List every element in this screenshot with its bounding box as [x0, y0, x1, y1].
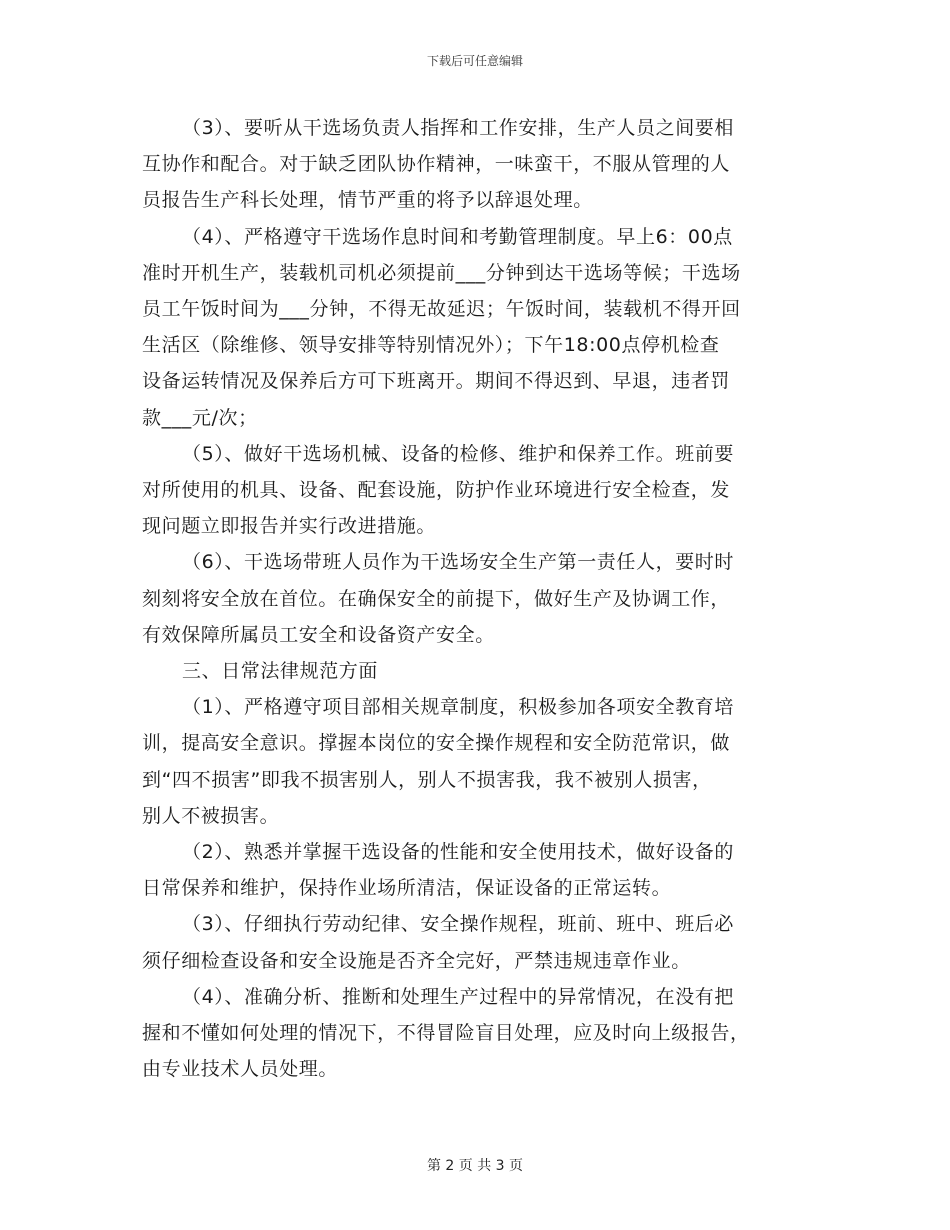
paragraph-line: 互协作和配合。对于缺乏团队协作精神，一味蛮干，不服从管理的人 [142, 153, 731, 176]
paragraph-line: （5）、做好干选场机械、设备的检修、维护和保养工作。班前要 [182, 442, 734, 465]
paragraph-line: 对所使用的机具、设备、配套设施，防护作业环境进行安全检查，发 [142, 479, 731, 502]
document-body [142, 110, 810, 1087]
page-header: 下载后可任意编辑 [426, 54, 523, 68]
paragraph-line: （4）、准确分析、推断和处理生产过程中的异常情况，在没有把 [182, 985, 734, 1008]
paragraph-line: （1）、严格遵守项目部相关规章制度，积极参加各项安全教育培 [182, 696, 734, 719]
section-heading: 三、日常法律规范方面 [182, 660, 379, 683]
paragraph-line: （6）、干选场带班人员作为干选场安全生产第一责任人，要时时 [182, 551, 734, 574]
paragraph-line: 员工午饭时间为___分钟，不得无故延迟；午饭时间，装载机不得开回 [142, 298, 741, 321]
paragraph-line: 刻刻将安全放在首位。在确保安全的前提下，做好生产及协调工作， [142, 587, 731, 610]
paragraph-line: 训，提高安全意识。撑握本岗位的安全操作规程和安全防范常识，做 [142, 732, 731, 755]
paragraph-line: （2）、熟悉并掌握干选设备的性能和安全使用技术，做好设备的 [182, 841, 734, 864]
paragraph-line: 款___元/次； [142, 406, 258, 429]
paragraph-line: 设备运转情况及保养后方可下班离开。期间不得迟到、早退，违者罚 [142, 370, 731, 393]
paragraph-line: （4）、严格遵守干选场作息时间和考勤管理制度。早上6：00点 [182, 225, 733, 248]
paragraph-line: 到“四不损害”即我不损害别人，别人不损害我，我不被别人损害， [142, 768, 712, 791]
page-footer: 第 2 页 共 3 页 [426, 1158, 524, 1174]
paragraph-line: 员报告生产科长处理，情节严重的将予以辞退处理。 [142, 189, 593, 212]
paragraph-line: 日常保养和维护，保持作业场所清洁，保证设备的正常运转。 [142, 877, 672, 900]
paragraph-line: 生活区（除维修、领导安排等特别情况外）；下午18:00点停机检查 [142, 334, 720, 357]
paragraph-line: 由专业技术人员处理。 [142, 1058, 339, 1081]
paragraph-line: 准时开机生产，装载机司机必须提前___分钟到达干选场等候；干选场 [142, 261, 741, 284]
paragraph-line: 握和不懂如何处理的情况下，不得冒险盲目处理，应及时向上级报告， [142, 1022, 750, 1045]
paragraph-line: 有效保障所属员工安全和设备资产安全。 [142, 623, 495, 646]
paragraph-line: 现问题立即报告并实行改进措施。 [142, 515, 437, 538]
paragraph-line: 别人不被损害。 [142, 804, 280, 827]
paragraph-line: 须仔细检查设备和安全设施是否齐全完好，严禁违规违章作业。 [142, 949, 691, 972]
paragraph-line: （3）、要听从干选场负责人指挥和工作安排，生产人员之间要相 [182, 117, 734, 139]
paragraph-line: （3）、仔细执行劳动纪律、安全操作规程，班前、班中、班后必 [182, 913, 734, 936]
